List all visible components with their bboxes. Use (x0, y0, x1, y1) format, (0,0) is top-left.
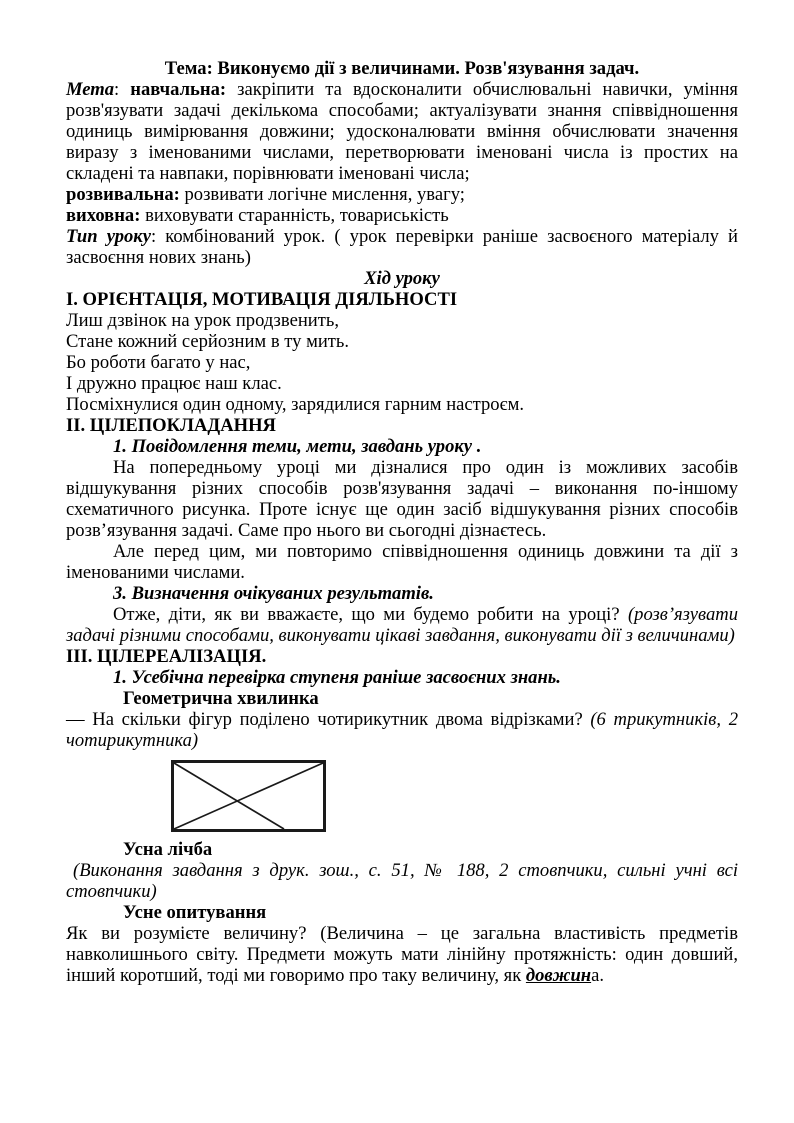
text-run: Стане кожний серйозним в ту мить. (66, 331, 350, 352)
text-run: (розв’язувати задачі різними способами, виконувати цікаві завдання, виконувати дії з величинами) (66, 604, 738, 646)
quantity-question (66, 923, 738, 986)
text-run: Як ви розумієте величину? (Величина – це загальна властивість предметів навколишнього світу. Предмети можуть мати лінійну протяжність: один довший, інший коротший, тоді ми говоримо про таку величину, як (66, 923, 738, 986)
text-run: 3. Визначення очікуваних результатів. (113, 583, 434, 604)
paragraph-expected-results (66, 604, 738, 646)
meta-paragraph (66, 79, 738, 184)
developmental-goal (66, 184, 738, 205)
text-run: Лиш дзвінок на урок продзвенить, (66, 310, 339, 331)
text-run: — На скільки фігур поділено чотирикутник двома відрізками? (66, 709, 591, 730)
text-run: розвивати логічне мислення, увагу; (179, 184, 465, 205)
text-run: закріпити та вдосконалити обчислювальні навички, уміння розв'язувати задачі декількома способами; актуалізувати знання співвідношення одиниць вимірювання довжини; удосконалювати вміння обчислювати значення виразу з іменованими числами, перетворювати іменовані числа із простих на складені та навпаки, порівнювати іменовані числа; (66, 79, 738, 184)
text-run: На попередньому уроці ми дізналися про один із можливих засобів відшукування різних способів розв'язування задачі – виконання по-іншому схематичного рисунка. Проте існує ще один засіб відшукування різних способів розв’язування задачі. Саме про нього ви сьогодні дізнаєтесь. (66, 457, 738, 541)
paragraph-previous-lesson (66, 457, 738, 541)
educational-goal (66, 205, 738, 226)
text-run: довжин (525, 965, 592, 986)
lesson-flow-heading (66, 268, 738, 289)
text-run: 1. Повідомлення теми, мети, завдань уроку . (113, 436, 482, 457)
quadrilateral-figure (171, 760, 738, 832)
text-run: Геометрична хвилинка (123, 688, 319, 709)
text-run: І. ОРІЄНТАЦІЯ, МОТИВАЦІЯ ДІЯЛЬНОСТІ (66, 289, 458, 310)
geometry-question (66, 709, 738, 751)
text-run: (Виконання завдання з друк. зош., с. 51, № 188, 2 стовпчики, сильні учні всі стовпчики) (66, 860, 738, 902)
poem-line (66, 310, 738, 331)
text-run: навчальна: (130, 79, 227, 100)
lesson-title (66, 58, 738, 79)
lesson-type (66, 226, 738, 268)
text-run: Але перед цим, ми повторимо співвідношення одиниць довжини та дії з іменованими числами. (66, 541, 738, 583)
text-run: І дружно працює наш клас. (66, 373, 282, 394)
text-run: Тема: Виконуємо дії з величинами. Розв'язування задач. (164, 58, 640, 79)
text-run: : (114, 79, 131, 100)
text-run: 1. Усебічна перевірка ступеня раніше засвоєних знань. (113, 667, 561, 688)
activity-heading-oral-quiz (66, 902, 738, 923)
poem-line (66, 373, 738, 394)
text-run: розвивальна: (66, 184, 180, 205)
poem-line (66, 331, 738, 352)
quadrilateral-divided-by-two-segments (171, 760, 326, 832)
text-run: Посміхнулися один одному, зарядилися гарним настроєм. (66, 394, 524, 415)
text-run: ІІ. ЦІЛЕПОКЛАДАННЯ (66, 415, 276, 436)
subsection-1-heading (66, 436, 738, 457)
text-run: (6 трикутників, 2 чотирикутника) (66, 709, 738, 751)
subsection-check-heading (66, 667, 738, 688)
oral-count-note (66, 860, 738, 902)
activity-heading-oral-count (66, 839, 738, 860)
poem-line (66, 352, 738, 373)
text-run: Усна лічба (123, 839, 213, 860)
smile-line (66, 394, 738, 415)
text-run: Хід уроку (364, 268, 440, 289)
activity-heading-geometry (66, 688, 738, 709)
text-run: Тип уроку (66, 226, 151, 247)
text-run: виховна: (66, 205, 141, 226)
section-2-heading (66, 415, 738, 436)
section-3-heading (66, 646, 738, 667)
text-run: Отже, діти, як ви вважаєте, що ми будемо робити на уроці? (113, 604, 628, 625)
section-1-heading (66, 289, 738, 310)
text-run: ІІІ. ЦІЛЕРЕАЛІЗАЦІЯ. (66, 646, 267, 667)
paragraph-before-that (66, 541, 738, 583)
text-run: а. (591, 965, 605, 986)
text-run: Бо роботи багато у нас, (66, 352, 251, 373)
text-run: виховувати старанність, товариськість (140, 205, 449, 226)
text-run: : комбінований урок. ( урок перевірки раніше засвоєного матеріалу й засвоєння нових знань) (66, 226, 738, 268)
document-body (66, 58, 738, 986)
text-run: Усне опитування (123, 902, 267, 923)
subsection-3-heading (66, 583, 738, 604)
text-run: Мета (66, 79, 115, 100)
